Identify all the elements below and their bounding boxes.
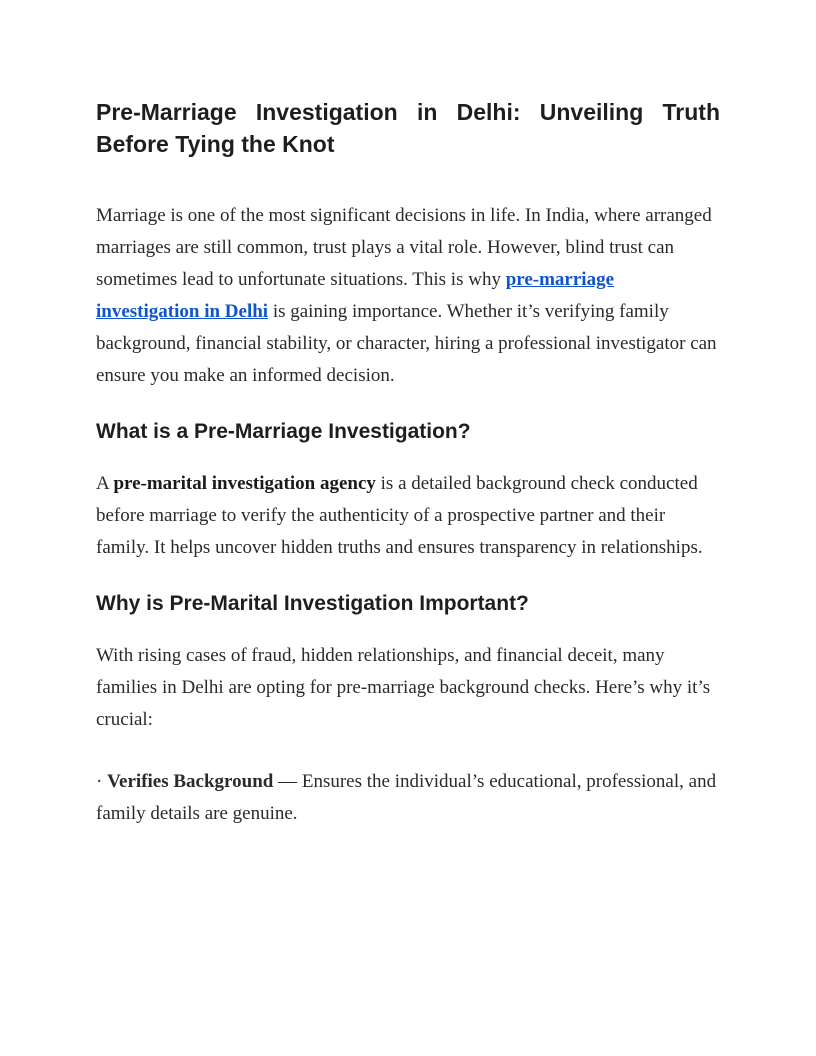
bullet-item-verifies-background — [96, 766, 720, 830]
intro-text-before-link: Marriage is one of the most significant decisions in life. In India, where arranged marriages are still common, trust plays a vital role. However, blind trust can sometimes lead to unfortunate situations. This is why — [96, 205, 712, 290]
section-heading-what-is: What is a Pre-Marriage Investigation? — [96, 420, 471, 443]
section1-paragraph — [96, 468, 720, 564]
section-heading-why-important: Why is Pre-Marital Investigation Important? — [96, 592, 529, 615]
bullet-bold-label: Verifies Background — [107, 771, 274, 792]
pre-marriage-investigation-link[interactable]: pre-marriage investigation in Delhi — [96, 269, 615, 322]
document-page — [96, 96, 720, 830]
intro-paragraph — [96, 200, 720, 392]
section2-paragraph: With rising cases of fraud, hidden relationships, and financial deceit, many families in Delhi are opting for pre-marriage background checks. Here’s why it’s crucial: — [96, 645, 711, 730]
bullet-text: — Ensures the individual’s educational, professional, and family details are genuine. — [96, 771, 717, 824]
document-title: Pre-Marriage Investigation in Delhi: Unveiling Truth Before Tying the Knot — [96, 99, 720, 157]
section1-rest: is a detailed background check conducted before marriage to verify the authenticity of a prospective partner and their family. It helps uncover hidden truths and ensures transparency in relationships. — [96, 473, 703, 558]
section1-prefix: A — [96, 473, 114, 494]
bullet-marker: · — [96, 771, 108, 792]
intro-text-after-link: is gaining importance. Whether it’s verifying family background, financial stability, or character, hiring a professional investigator can ensure you make an informed decision. — [96, 301, 717, 386]
section1-bold-term: pre-marital investigation agency — [113, 473, 376, 494]
